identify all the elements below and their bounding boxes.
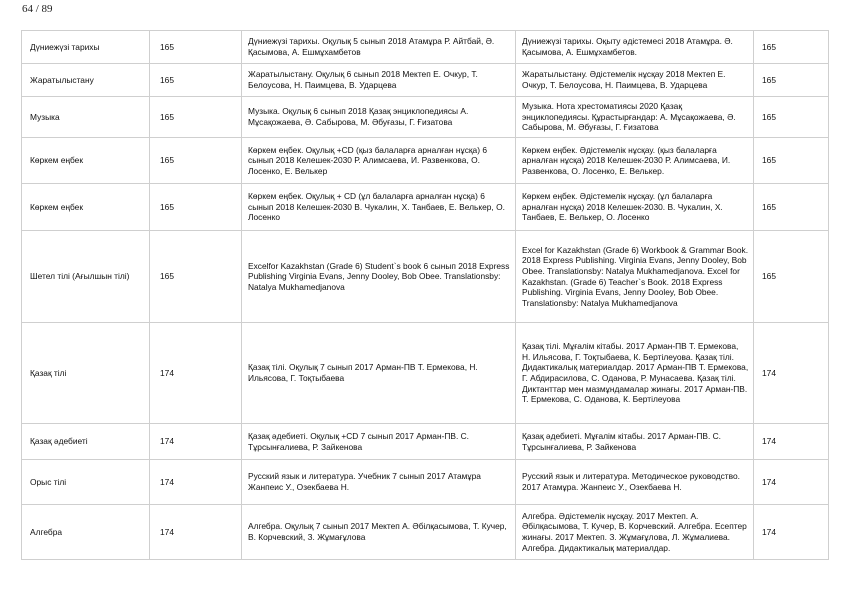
table-row — [22, 505, 829, 560]
hours-cell: 165 — [150, 31, 242, 64]
methodical-cell: Excel for Kazakhstan (Grade 6) Workbook & Grammar Book. 2018 Express Publishing. Virginia Evans, Jenny Dooley, Bob Obee. Translationsby: Natalya Mukhamedjanova. Excel for Kazakhstan. (Grade 6) Teacher`s Book. 2018 Express Publishing. Virginia Evans, Jenny Dooley, Bob Obee. Translationsby: Natalya Mukhamedjanova — [516, 231, 754, 323]
hours-cell: 165 — [150, 97, 242, 138]
methodical-cell: Көркем еңбек. Әдістемелік нұсқау. (қыз балаларға арналған нұсқа) 2018 Келешек-2030 Р. Алимсаева, И. Развенкова, О. Лосенко, Е. Велькер. — [516, 138, 754, 184]
hours-cell-secondary: 165 — [754, 138, 829, 184]
textbook-cell: Алгебра. Оқулық 7 сынып 2017 Мектеп А. Әбілқасымова, Т. Кучер, В. Корчевский, З. Жұмағұлова — [242, 505, 516, 560]
subject-cell: Қазақ тілі — [22, 323, 150, 424]
methodical-cell: Русский язык и литература. Методическое руководство. 2017 Атамұра. Жанпеис У., Озекбаева Н. — [516, 460, 754, 505]
table-row — [22, 184, 829, 231]
hours-cell: 174 — [150, 460, 242, 505]
methodical-cell: Дүниежүзі тарихы. Оқыту әдістемесі 2018 Атамұра. Ә. Қасымова, А. Ешмұхамбетов. — [516, 31, 754, 64]
methodical-cell: Қазақ әдебиеті. Мұғалім кітабы. 2017 Арман-ПВ. С. Тұрсынғалиева, Р. Зайкенова — [516, 424, 754, 460]
hours-cell: 165 — [150, 231, 242, 323]
methodical-cell: Қазақ тілі. Мұғалім кітабы. 2017 Арман-ПВ Т. Ермекова, Н. Ильясова, Г. Тоқтыбаева, К. Бертілеуова. Қазақ тілі. Дидактикалық материалдар. 2017 Арман-ПВ Т. Ермекова, Г. Абдирасилова, С. Оданова, Р. Мунасаева. Қазақ тілі. Диктанттар мен мазмұндамалар жинағы. 2017 Арман-ПВ. Т. Ермекова, С. Оданова, К. Бертілеуова — [516, 323, 754, 424]
table-row — [22, 31, 829, 64]
hours-cell: 174 — [150, 505, 242, 560]
hours-cell-secondary: 165 — [754, 31, 829, 64]
subject-cell: Музыка — [22, 97, 150, 138]
page-number: 64 / 89 — [22, 3, 53, 15]
table-row — [22, 460, 829, 505]
textbook-cell: Көркем еңбек. Оқулық +CD (қыз балаларға арналған нұсқа) 6 сынып 2018 Келешек-2030 Р. Алимсаева, И. Развенкова, О. Лосенко, Е. Велькер — [242, 138, 516, 184]
hours-cell-secondary: 174 — [754, 460, 829, 505]
methodical-cell: Жаратылыстану. Әдістемелік нұсқау 2018 Мектеп Е. Очкур, Т. Белоусова, Н. Паимцева, В. Ударцева — [516, 64, 754, 97]
subject-cell: Жаратылыстану — [22, 64, 150, 97]
subject-cell: Дүниежүзі тарихы — [22, 31, 150, 64]
hours-cell-secondary: 165 — [754, 184, 829, 231]
subject-cell: Қазақ әдебиеті — [22, 424, 150, 460]
hours-cell: 174 — [150, 424, 242, 460]
textbook-cell: Көркем еңбек. Оқулық + CD (ұл балаларға арналған нұсқа) 6 сынып 2018 Келешек-2030 В. Чукалин, Х. Танбаев, Е. Велькер, О. Лосенко — [242, 184, 516, 231]
subject-cell: Алгебра — [22, 505, 150, 560]
table-row — [22, 138, 829, 184]
textbook-cell: Русский язык и литература. Учебник 7 сынып 2017 Атамұра Жанпеис У., Озекбаева Н. — [242, 460, 516, 505]
hours-cell: 165 — [150, 138, 242, 184]
subject-cell: Орыс тілі — [22, 460, 150, 505]
hours-cell-secondary: 174 — [754, 424, 829, 460]
table-row — [22, 97, 829, 138]
hours-cell-secondary: 174 — [754, 505, 829, 560]
subject-cell: Көркем еңбек — [22, 138, 150, 184]
methodical-cell: Музыка. Нота хрестоматиясы 2020 Қазақ энциклопедиясы. Құрастырғандар: А. Мұсақожаева, Ә. Сабырова, М. Әбуғазы, Г. Ғизатова — [516, 97, 754, 138]
textbook-cell: Жаратылыстану. Оқулық 6 сынып 2018 Мектеп Е. Очкур, Т. Белоусова, Н. Паимцева, В. Ударцева — [242, 64, 516, 97]
textbook-cell: Қазақ тілі. Оқулық 7 сынып 2017 Арман-ПВ Т. Ермекова, Н. Ильясова, Г. Тоқтыбаева — [242, 323, 516, 424]
textbook-cell: Excelfor Kazakhstan (Grade 6) Student`s book 6 сынып 2018 Express Publishing Virginia Evans, Jenny Dooley, Bob Obee. Translationsby: Natalya Mukhamedjanova — [242, 231, 516, 323]
methodical-cell: Көркем еңбек. Әдістемелік нұсқау. (ұл балаларға арналған нұсқа) 2018 Келешек-2030. В. Чукалин, Х. Танбаев, Е. Велькер, О. Лосенко — [516, 184, 754, 231]
subject-cell: Көркем еңбек — [22, 184, 150, 231]
hours-cell-secondary: 165 — [754, 64, 829, 97]
table-row — [22, 323, 829, 424]
textbook-cell: Дүниежүзі тарихы. Оқулық 5 сынып 2018 Атамұра Р. Айтбай, Ә. Қасымова, А. Ешмұхамбетов — [242, 31, 516, 64]
hours-cell: 174 — [150, 323, 242, 424]
table-row — [22, 424, 829, 460]
hours-cell-secondary: 174 — [754, 323, 829, 424]
hours-cell: 165 — [150, 184, 242, 231]
table-row — [22, 64, 829, 97]
textbook-cell: Қазақ әдебиеті. Оқулық +CD 7 сынып 2017 Арман-ПВ. С. Тұрсынғалиева, Р. Зайкенова — [242, 424, 516, 460]
methodical-cell: Алгебра. Әдістемелік нұсқау. 2017 Мектеп. А. Әбілқасымова, Т. Кучер, В. Корчевский. Алгебра. Есептер жинағы. 2017 Мектеп. З. Жұмағұлова, Л. Жұмалиева. Алгебра. Дидактикалық материалдар. — [516, 505, 754, 560]
hours-cell-secondary: 165 — [754, 97, 829, 138]
table-row — [22, 231, 829, 323]
hours-cell: 165 — [150, 64, 242, 97]
curriculum-table — [21, 30, 829, 560]
hours-cell-secondary: 165 — [754, 231, 829, 323]
textbook-cell: Музыка. Оқулық 6 сынып 2018 Қазақ энциклопедиясы А. Мұсақожаева, Ә. Сабырова, М. Әбуғазы, Г. Ғизатова — [242, 97, 516, 138]
subject-cell: Шетел тілі (Ағылшын тілі) — [22, 231, 150, 323]
